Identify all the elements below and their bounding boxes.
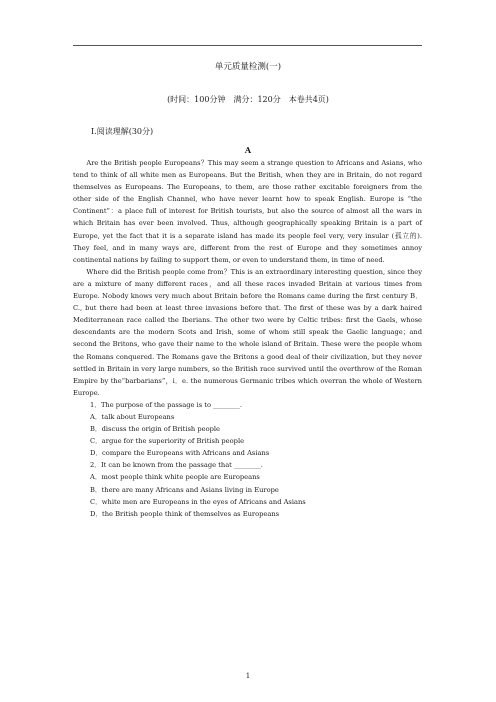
passage-paragraph-1: Are the British people Europeans？This may seem a strange question to Africans and Asians, who tend to think of all white men as Europeans. But the British, when they are in Britain, do not regard themselves as Europeans. The Europeans, to them, are those rather excitable foreigners from the other side of the English Channel, who have never learnt how to speak English. Europe is “the Continent”：a place full of interest for British tourists, but also the source of almost all the wars in which Britain has ever been involved. Thus, although geographically speaking Britain is a part of Europe, yet the fact that it is a separate island has made its people feel very, very insular (孤立的). They feel, and in many ways are, different from the rest of Europe and they sometimes annoy continental nations by failing to support them, or even to understand them, in time of need. <box>73 159 422 264</box>
question-2-stem: 2．It can be known from the passage that ________. <box>90 461 263 470</box>
passage-label: A <box>244 145 252 155</box>
question-1-option-d: D．compare the Europeans with Africans and Asians <box>90 449 270 458</box>
page-title: 单元质量检测(一) <box>214 62 282 72</box>
section-heading: Ⅰ.阅读理解(30分) <box>91 127 154 136</box>
page-number: 1 <box>245 672 251 680</box>
question-1-option-b: B．discuss the origin of British people <box>90 425 220 434</box>
exam-info: (时间：100分钟 满分：120分 本卷共4页) <box>167 95 329 104</box>
question-2-option-d: D．the British people think of themselves as Europeans <box>90 509 280 518</box>
question-1-option-c: C．argue for the superiority of British people <box>90 437 245 446</box>
question-2-option-a: A．most people think white people are Europeans <box>90 473 260 482</box>
passage-paragraph-2: Where did the British people come from？This is an extraordinary interesting question, since they are a mixture of many different races，and all these races invaded Britain at various times from Europe. Nobody knows very much about Britain before the Romans came during the first century B．C., but there had been at least three invasions before that. The first of these was by a dark haired Mediterranean race called the Iberians. The other two were by Celtic tribes: first the Gaels, whose descendants are the modern Scots and Irish, some of whom still speak the Gaelic language；and second the Britons, who gave their name to the whole island of Britain. These were the people whom the Romans conquered. The Romans gave the Britons a good deal of their civilization, but they never settled in Britain in very large numbers, so the British race survived until the overthrow of the Roman Empire by the“barbarians”，i．e. the numerous Germanic tribes which overran the whole of Western Europe. <box>73 267 422 397</box>
question-2-option-c: C．white men are Europeans in the eyes of Africans and Asians <box>90 497 306 506</box>
passage-body <box>73 157 422 520</box>
question-1-stem: 1．The purpose of the passage is to ________. <box>90 400 243 409</box>
question-2-option-b: B．there are many Africans and Asians living in Europe <box>90 485 279 494</box>
question-1-option-a: A．talk about Europeans <box>90 412 175 421</box>
top-rule <box>73 45 422 46</box>
